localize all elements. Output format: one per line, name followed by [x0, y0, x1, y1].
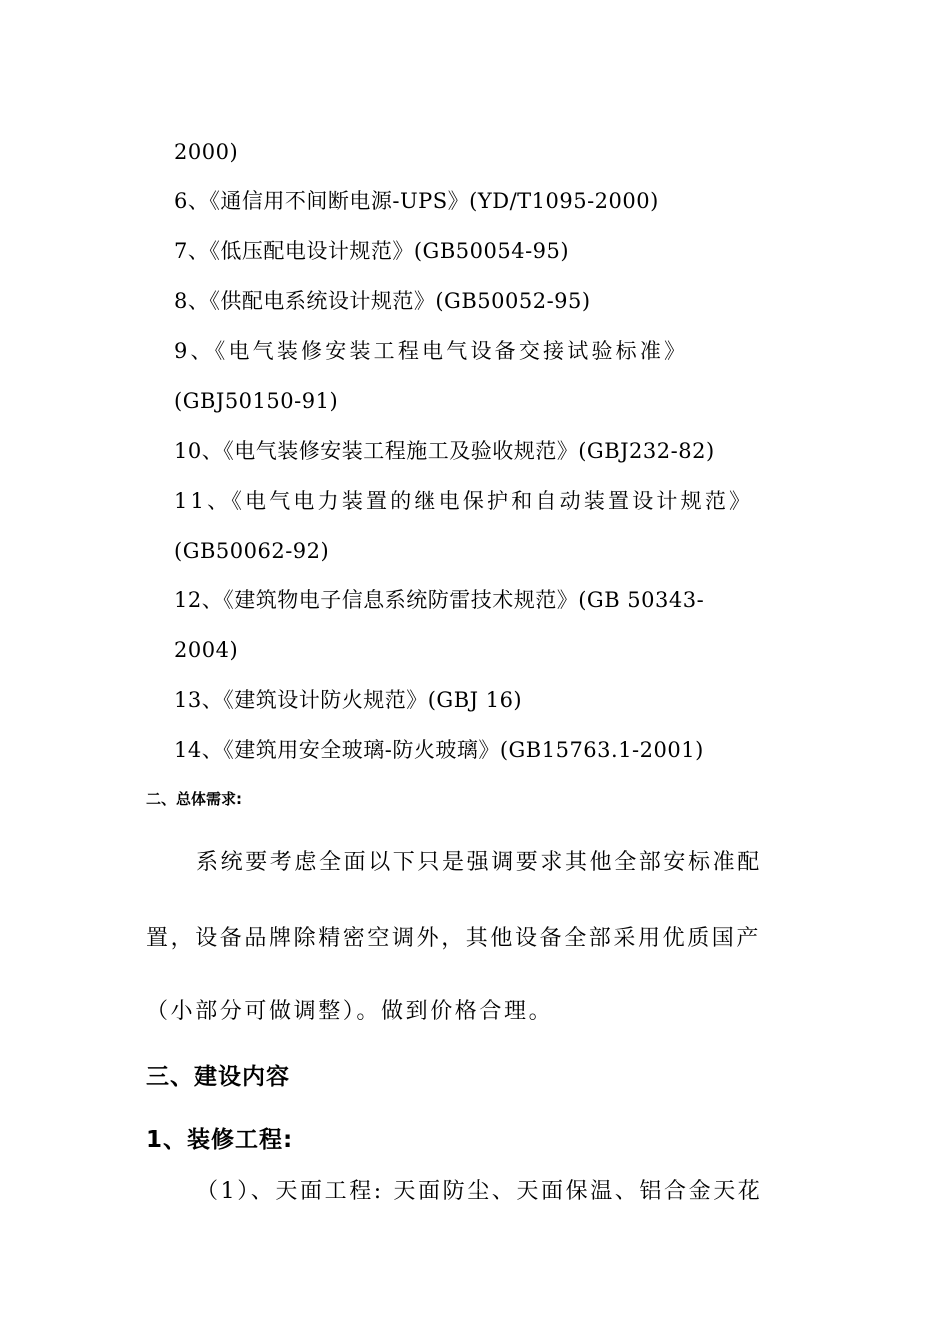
reference-line: 14、《建筑用安全玻璃-防火玻璃》(GB15763.1-2001) — [174, 738, 704, 762]
reference-line: 10、《电气装修安装工程施工及验收规范》(GBJ232-82) — [174, 439, 715, 463]
reference-line: 12、《建筑物电子信息系统防雷技术规范》(GB 50343- — [174, 588, 705, 612]
reference-line: 2004) — [174, 638, 239, 662]
section-heading-requirements: 二、总体需求: — [146, 790, 242, 808]
paragraph-line: 系统要考虑全面以下只是强调要求其他全部安标准配 — [196, 850, 762, 875]
section-heading-construction: 三、建设内容 — [146, 1064, 290, 1090]
reference-line: (GB50062-92) — [174, 539, 330, 563]
reference-line: 9、《电气装修安装工程电气设备交接试验标准》 — [174, 339, 689, 363]
paragraph-line: （小部分可做调整）。做到价格合理。 — [146, 999, 554, 1024]
reference-line: 6、《通信用不间断电源-UPS》(YD/T1095-2000) — [174, 189, 659, 213]
reference-line: 11、《电气电力装置的继电保护和自动装置设计规范》 — [174, 489, 754, 513]
subsection-item: （1）、天面工程: 天面防尘、天面保温、铝合金天花 — [196, 1179, 763, 1204]
reference-line: 13、《建筑设计防火规范》(GBJ 16) — [174, 688, 523, 712]
reference-line: (GBJ50150-91) — [174, 389, 339, 413]
reference-line: 2000) — [174, 140, 239, 164]
paragraph-line: 置，设备品牌除精密空调外，其他设备全部采用优质国产 — [146, 926, 762, 951]
reference-line: 7、《低压配电设计规范》(GB50054-95) — [174, 239, 570, 263]
reference-line: 8、《供配电系统设计规范》(GB50052-95) — [174, 289, 591, 313]
subsection-heading-decoration: 1、装修工程: — [146, 1127, 294, 1153]
